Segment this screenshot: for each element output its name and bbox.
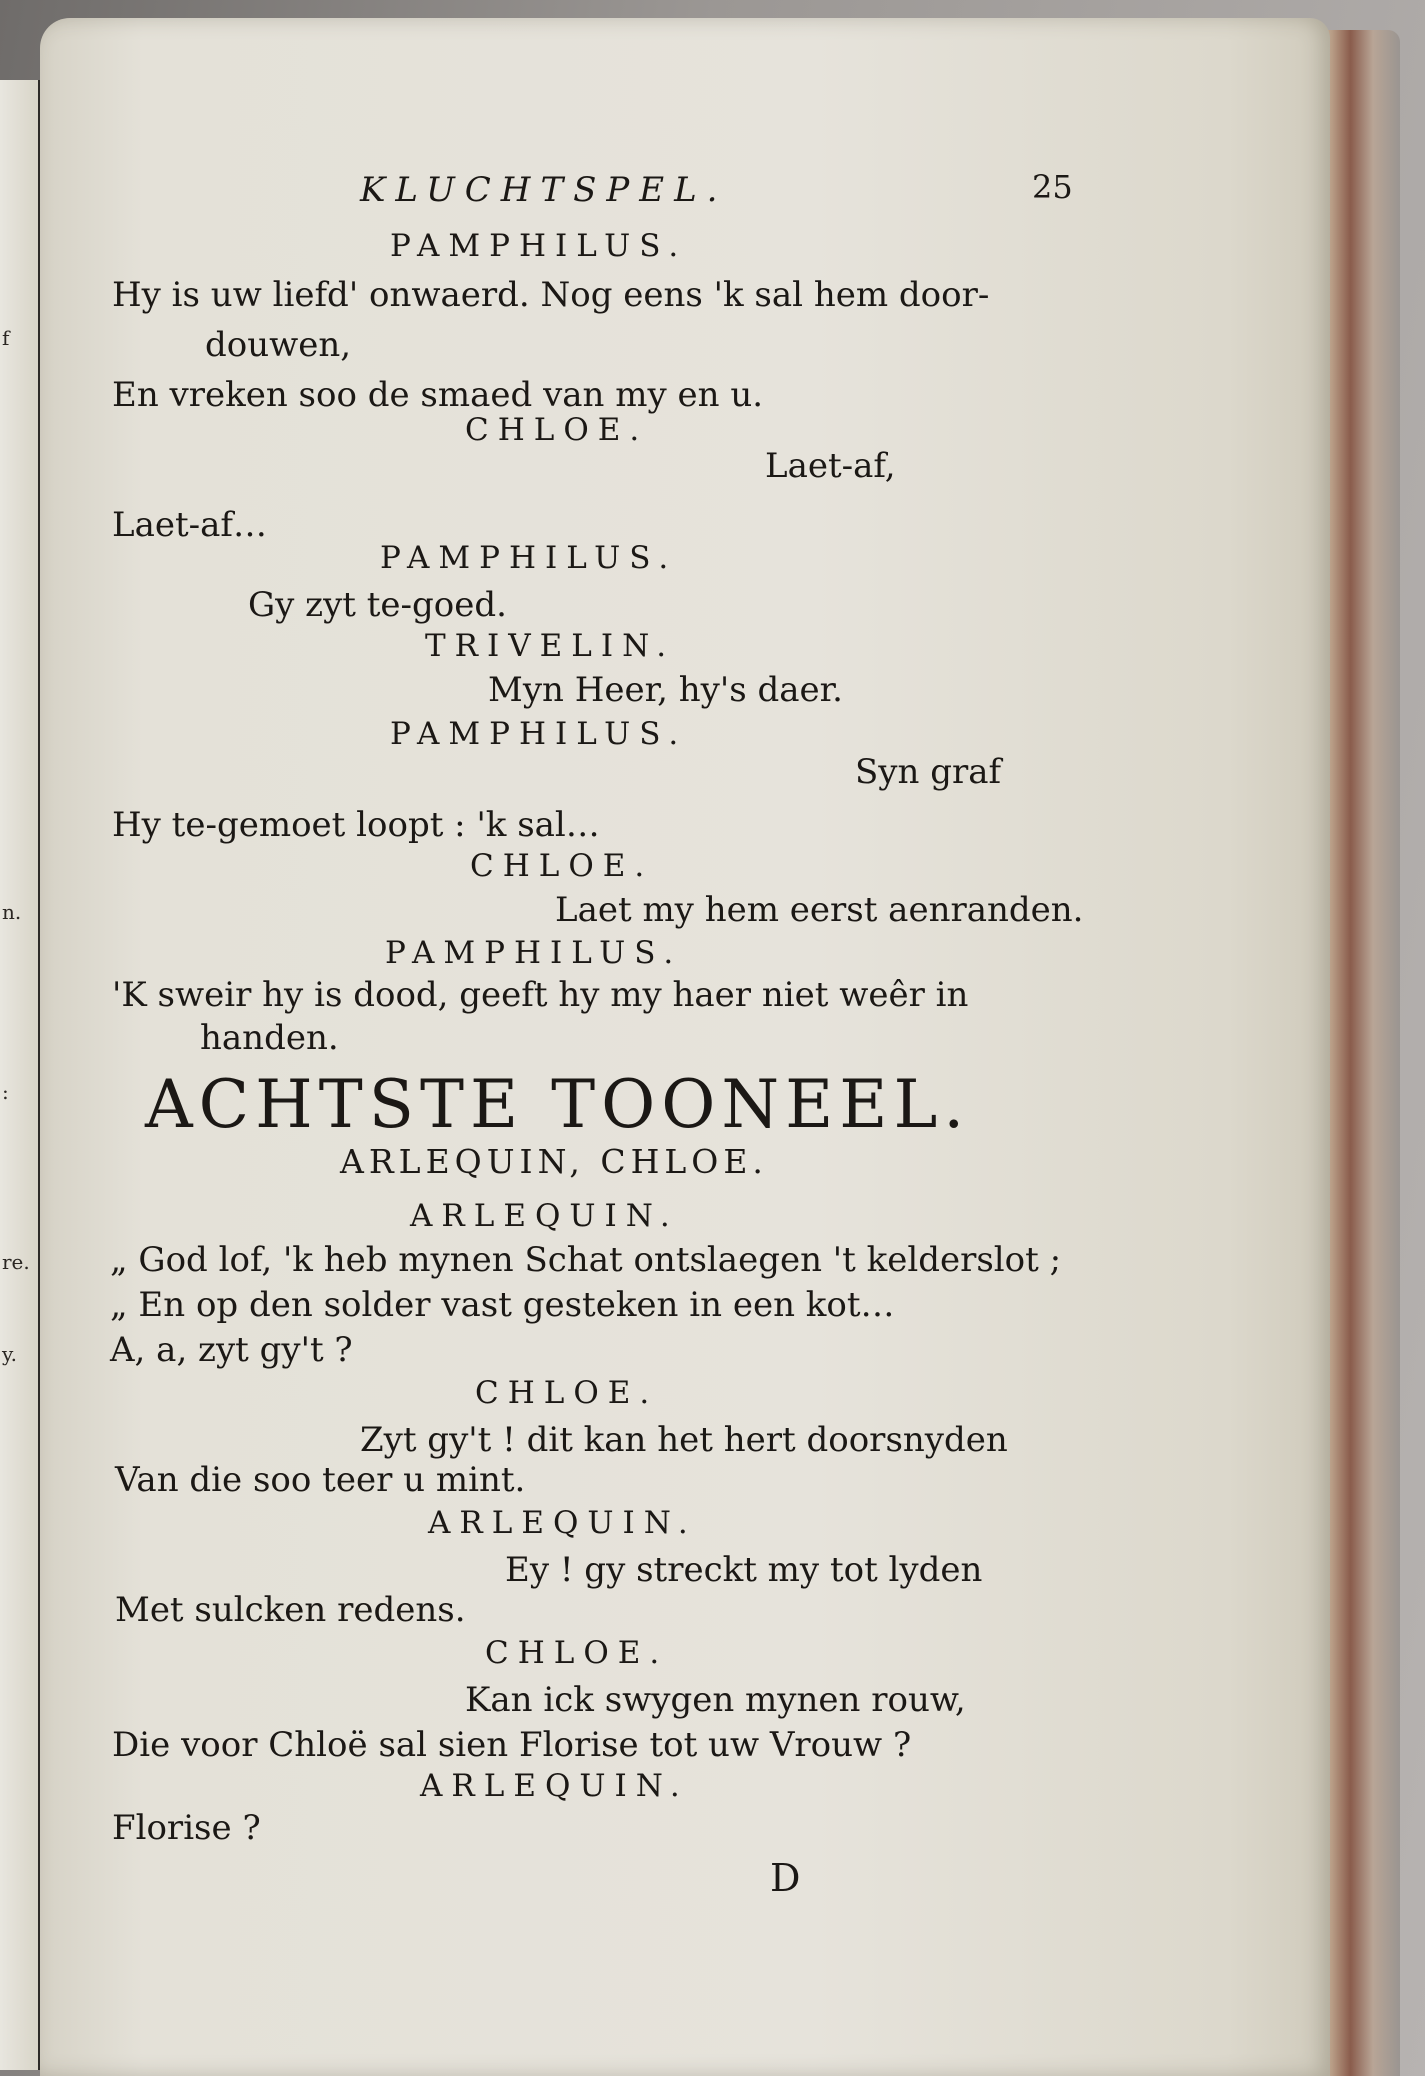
left-page-fragment: : xyxy=(2,1080,9,1104)
left-page-fragment: y. xyxy=(2,1342,17,1366)
speaker-name: CHLOE. xyxy=(470,848,654,884)
speaker-name: PAMPHILUS. xyxy=(380,540,678,576)
verse-line: Met sulcken redens. xyxy=(115,1590,466,1630)
verse-line: Van die soo teer u mint. xyxy=(115,1460,526,1500)
left-page-fragment: n. xyxy=(2,900,22,924)
speaker-name: ARLEQUIN. xyxy=(420,1768,689,1804)
verse-line: Syn graf xyxy=(855,752,1002,792)
verse-line: En vreken soo de smaed van my en u. xyxy=(112,375,764,415)
verse-line: handen. xyxy=(200,1018,339,1058)
verse-line: Zyt gy't ! dit kan het hert doorsnyden xyxy=(360,1420,1008,1460)
left-page-fragment: re. xyxy=(2,1250,30,1274)
page-number: 25 xyxy=(1032,168,1073,206)
signature-mark: D xyxy=(770,1856,801,1900)
speaker-name: TRIVELIN. xyxy=(425,628,676,664)
speaker-name: CHLOE. xyxy=(485,1635,669,1671)
verse-line: Laet-af… xyxy=(112,505,267,545)
verse-line: Florise ? xyxy=(112,1808,261,1848)
speaker-name: CHLOE. xyxy=(465,412,649,448)
verse-line: Gy zyt te-goed. xyxy=(248,585,507,625)
verse-line: „ En op den solder vast gesteken in een kot… xyxy=(110,1285,895,1325)
scene-heading: ACHTSTE TOONEEL. xyxy=(145,1066,971,1143)
verse-line: douwen, xyxy=(205,325,352,365)
verse-line: Hy te-gemoet loopt : 'k sal… xyxy=(112,805,600,845)
speaker-name: CHLOE. xyxy=(475,1375,659,1411)
verse-line: 'K sweir hy is dood, geeft hy my haer niet weêr in xyxy=(112,975,969,1015)
verse-line: A, a, zyt gy't ? xyxy=(110,1330,353,1370)
speaker-name: PAMPHILUS. xyxy=(390,228,688,264)
speaker-name: PAMPHILUS. xyxy=(385,935,683,971)
verse-line: Die voor Chloë sal sien Florise tot uw Vrouw ? xyxy=(112,1725,912,1765)
verse-line: Kan ick swygen mynen rouw, xyxy=(465,1680,966,1720)
scene-characters: ARLEQUIN, CHLOE. xyxy=(340,1142,768,1181)
speaker-name: PAMPHILUS. xyxy=(390,716,688,752)
running-title: KLUCHTSPEL. xyxy=(360,170,728,210)
verse-line: Laet my hem eerst aenranden. xyxy=(555,890,1084,930)
left-page-edge xyxy=(0,80,40,2070)
left-page-fragment: f xyxy=(2,326,10,350)
speaker-name: ARLEQUIN. xyxy=(410,1198,679,1234)
verse-line: Myn Heer, hy's daer. xyxy=(488,670,843,710)
verse-line: „ God lof, 'k heb mynen Schat ontslaegen 't kelderslot ; xyxy=(110,1240,1062,1280)
speaker-name: ARLEQUIN. xyxy=(428,1505,697,1541)
verse-line: Hy is uw liefd' onwaerd. Nog eens 'k sal hem door- xyxy=(112,275,990,315)
verse-line: Ey ! gy streckt my tot lyden xyxy=(505,1550,983,1590)
verse-line: Laet-af, xyxy=(765,446,896,486)
